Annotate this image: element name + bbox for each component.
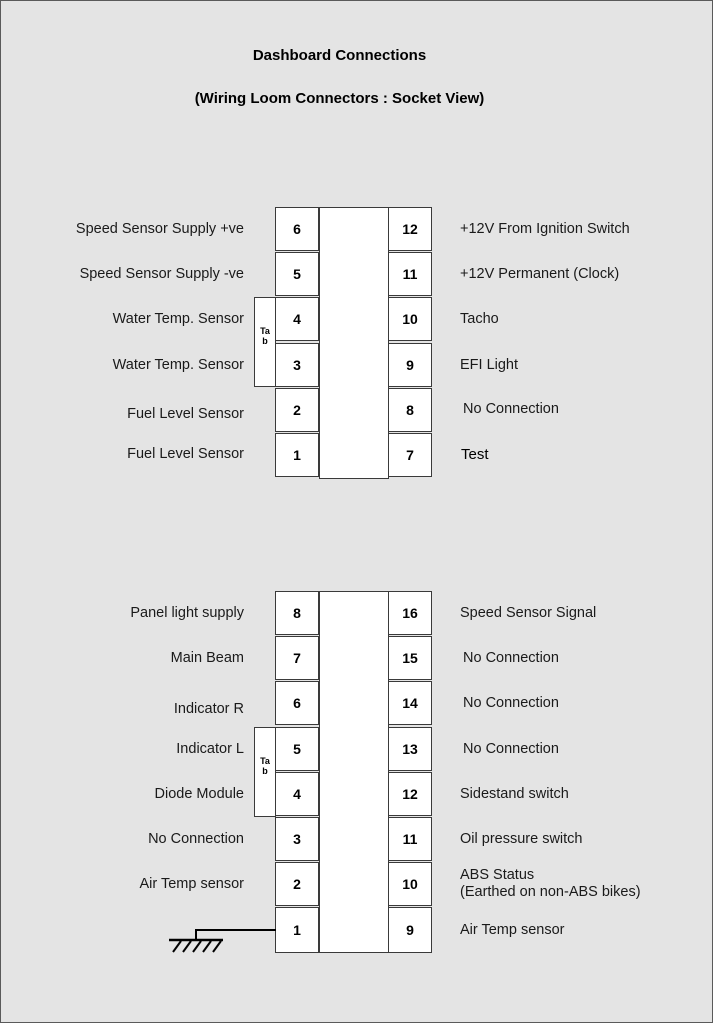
bottom-right-label-14: No Connection bbox=[463, 695, 559, 711]
top-right-pin-7: 7 bbox=[388, 433, 432, 477]
bottom-left-pin-1: 1 bbox=[275, 907, 319, 953]
top-left-label-1: Fuel Level Sensor bbox=[127, 446, 244, 462]
bottom-right-label-9: Air Temp sensor bbox=[460, 922, 565, 938]
bottom-left-pin-2: 2 bbox=[275, 862, 319, 906]
connector-top-body bbox=[319, 207, 389, 479]
top-right-label-11: +12V Permanent (Clock) bbox=[460, 266, 620, 282]
bottom-right-label-12: Sidestand switch bbox=[460, 786, 569, 802]
top-left-pin-2: 2 bbox=[275, 388, 319, 432]
bottom-left-label-3: No Connection bbox=[148, 831, 244, 847]
bottom-right-pin-16: 16 bbox=[388, 591, 432, 635]
top-right-pin-11: 11 bbox=[388, 252, 432, 296]
top-right-label-10: Tacho bbox=[460, 311, 499, 327]
bottom-left-label-5: Indicator L bbox=[176, 741, 244, 757]
bottom-left-label-6: Indicator R bbox=[173, 701, 244, 717]
bottom-right-label-15: No Connection bbox=[463, 650, 559, 666]
top-right-pin-12: 12 bbox=[388, 207, 432, 251]
connector-bottom-body bbox=[319, 591, 389, 953]
top-left-label-5: Speed Sensor Supply -ve bbox=[79, 266, 244, 282]
bottom-right-label-10-note: (Earthed on non-ABS bikes) bbox=[460, 884, 641, 900]
bottom-right-label-13: No Connection bbox=[463, 741, 559, 757]
bottom-right-pin-11: 11 bbox=[388, 817, 432, 861]
bottom-right-label-11: Oil pressure switch bbox=[460, 831, 583, 847]
top-left-pin-1: 1 bbox=[275, 433, 319, 477]
bottom-right-label-10: ABS Status bbox=[460, 867, 535, 883]
bottom-left-pin-3: 3 bbox=[275, 817, 319, 861]
top-right-label-12: +12V From Ignition Switch bbox=[460, 221, 630, 237]
bottom-right-label-16: Speed Sensor Signal bbox=[460, 605, 597, 621]
top-left-pin-4: 4 bbox=[275, 297, 319, 341]
top-left-label-3: Water Temp. Sensor bbox=[112, 357, 244, 373]
top-left-label-2: Fuel Level Sensor bbox=[127, 406, 244, 422]
top-right-label-7: Test bbox=[461, 446, 489, 463]
bottom-left-label-4: Diode Module bbox=[154, 786, 244, 802]
bottom-left-pin-8: 8 bbox=[275, 591, 319, 635]
bottom-left-pin-7: 7 bbox=[275, 636, 319, 680]
bottom-right-pin-9: 9 bbox=[388, 907, 432, 953]
top-right-pin-8: 8 bbox=[388, 388, 432, 432]
bottom-left-pin-5: 5 bbox=[275, 727, 319, 771]
top-left-pin-3: 3 bbox=[275, 343, 319, 387]
top-left-label-4: Water Temp. Sensor bbox=[112, 311, 244, 327]
earth-ground-icon bbox=[161, 921, 277, 961]
top-tab-label: Tab bbox=[260, 326, 270, 346]
bottom-right-pin-15: 15 bbox=[388, 636, 432, 680]
bottom-left-pin-6: 6 bbox=[275, 681, 319, 725]
top-right-label-8: No Connection bbox=[463, 401, 559, 417]
top-right-pin-10: 10 bbox=[388, 297, 432, 341]
bottom-right-pin-12: 12 bbox=[388, 772, 432, 816]
top-right-pin-9: 9 bbox=[388, 343, 432, 387]
bottom-right-pin-14: 14 bbox=[388, 681, 432, 725]
bottom-tab-label: Tab bbox=[260, 756, 270, 776]
top-left-pin-6: 6 bbox=[275, 207, 319, 251]
bottom-right-pin-13: 13 bbox=[388, 727, 432, 771]
top-left-label-6: Speed Sensor Supply +ve bbox=[75, 221, 244, 237]
bottom-left-label-8: Panel light supply bbox=[130, 605, 244, 621]
bottom-left-pin-4: 4 bbox=[275, 772, 319, 816]
bottom-connector-tab bbox=[254, 727, 276, 817]
top-connector-tab bbox=[254, 297, 276, 387]
diagram-subtitle: (Wiring Loom Connectors : Socket View) bbox=[194, 90, 485, 107]
bottom-left-label-2: Air Temp sensor bbox=[139, 876, 244, 892]
top-left-pin-5: 5 bbox=[275, 252, 319, 296]
bottom-right-pin-10: 10 bbox=[388, 862, 432, 906]
top-right-label-9: EFI Light bbox=[460, 357, 519, 373]
bottom-left-label-7: Main Beam bbox=[170, 650, 244, 666]
diagram-title: Dashboard Connections bbox=[252, 47, 427, 64]
